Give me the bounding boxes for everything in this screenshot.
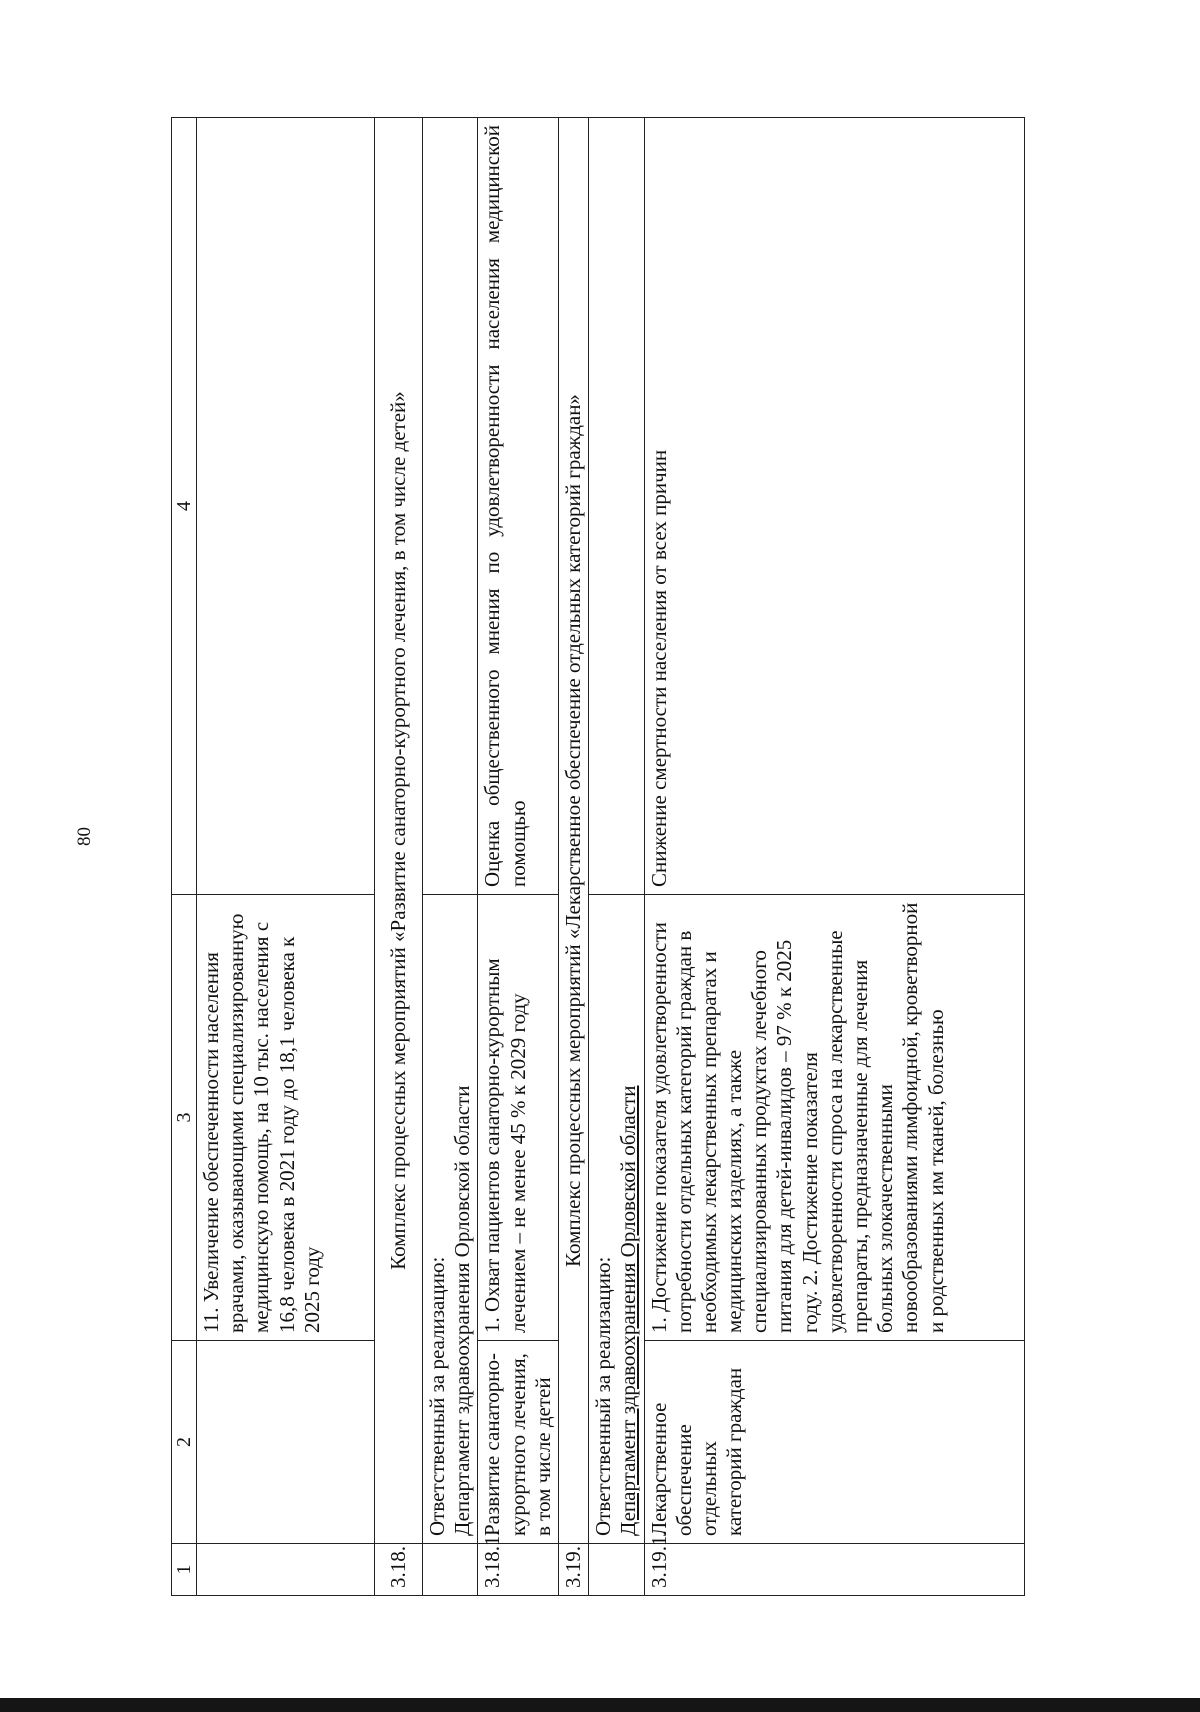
responsible-org: Департамент здравоохранения Орловской области [616, 1085, 641, 1536]
row-number: 3.18. [375, 1544, 423, 1596]
responsible-org: Департамент здравоохранения Орловской области [450, 1085, 475, 1536]
table-row [644, 118, 1024, 1596]
responsible-cell [423, 895, 478, 1544]
header-col-4: 4 [172, 118, 197, 895]
table-row [478, 118, 559, 1596]
task-text: Развитие санаторно-курортного лечения, в том числе детей [478, 1341, 559, 1544]
row-number: 3.18.1. [478, 1544, 559, 1596]
header-row [172, 118, 197, 1596]
responsible-label: Ответственный за реализацию: [591, 1256, 616, 1536]
section-title: Комплекс процессных мероприятий «Развитие санаторно-курортного лечения, в том числе детей» [375, 118, 423, 1544]
section-title: Комплекс процессных мероприятий «Лекарственное обеспечение отдельных категорий граждан» [558, 118, 588, 1544]
row-number: 3.19. [558, 1544, 588, 1596]
result-text: 1. Достижение показателя удовлетворенности потребности отдельных категорий граждан в необходимых лекарственных препаратах и медицинских изделиях, а также специализированных продуктах лечебного питания для детей-инвалидов – 97 % к 2025 году. 2. Достижение показателя удовлетворенности спроса на лекарственные препараты, предназначенные для лечения больных злокачественными новообразованиями лимфоидной, кроветворной и родственных им тканей, болезнью [644, 895, 1024, 1341]
header-col-3: 3 [172, 895, 197, 1341]
section-row [375, 118, 423, 1596]
result-text: 11. Увеличение обеспеченности населения врачами, оказывающими специализированную медицинскую помощь, на 10 тыс. населения с 16,8 человека в 2021 году до 18,1 человека к 2025 году [197, 895, 375, 1341]
responsible-cell [589, 895, 644, 1544]
page-number: 80 [74, 827, 95, 846]
measures-table [171, 117, 1025, 1596]
responsible-label: Ответственный за реализацию: [425, 1256, 449, 1536]
section-row [558, 118, 588, 1596]
scan-edge-bar [0, 1698, 1200, 1712]
indicator-text: Снижение смертности населения от всех причин [644, 118, 1024, 895]
task-text: Лекарственное обеспечение отдельных категорий граждан [644, 1341, 1024, 1544]
result-text: 1. Охват пациентов санаторно-курортным лечением – не менее 45 % к 2029 году [478, 895, 559, 1341]
rotated-table-sheet [171, 118, 1104, 1596]
row-number: 3.19.1. [644, 1544, 1024, 1596]
responsible-row [589, 118, 644, 1596]
indicator-text: Оценка общественного мнения по удовлетворенности населения медицинской помощью [478, 118, 559, 895]
header-col-1: 1 [172, 1544, 197, 1596]
table-row [197, 118, 375, 1596]
responsible-row [423, 118, 478, 1596]
header-col-2: 2 [172, 1341, 197, 1544]
